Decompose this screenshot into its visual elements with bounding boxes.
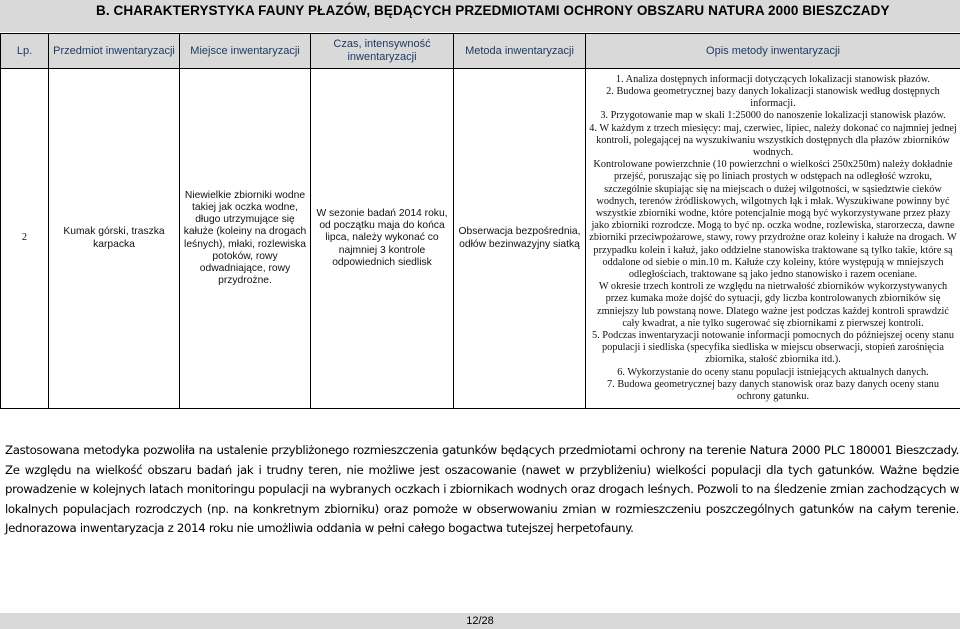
page-footer [0,613,960,629]
column-header-description: Opis metody inwentaryzacji [586,34,960,69]
cell-method: Obserwacja bezpośrednia, odłów bezinwazyjny siatką [454,69,586,409]
cell-time: W sezonie badań 2014 roku, od początku maja do końca lipca, należy wykonać co najmniej 3 kontrole odpowiednich siedlisk [311,69,454,409]
column-header-place: Miejsce inwentaryzacji [180,34,311,69]
header-band [0,0,960,32]
cell-description [586,69,960,409]
description-step-4: 4. W każdym z trzech miesięcy: maj, czerwiec, lipiec, należy dokonać co najmniej jednej kontroli, polegającej na wyszukiwaniu wszystkich dostępnych dla płazów zbiorników wodnych. [589,122,957,158]
column-header-lp: Lp. [1,34,49,69]
inventory-table [0,33,960,409]
table-header-row [1,34,960,69]
document-title: B. CHARAKTERYSTYKA FAUNY PŁAZÓW, BĘDĄCYCH PRZEDMIOTAMI OCHRONY OBSZARU NATURA 2000 BIESZCZADY [96,3,890,18]
description-step-2: 2. Budowa geometrycznej bazy danych lokalizacji stanowisk według dostępnych informacji. [606,85,940,110]
description-step-7: 7. Budowa geometrycznej bazy danych stanowisk oraz bazy danych oceny stanu ochrony gatunku. [607,378,939,403]
cell-subject: Kumak górski, traszka karpacka [49,69,180,409]
description-step-3: 3. Przygotowanie map w skali 1:25000 do nanoszenie lokalizacji stanowisk płazów. [600,110,946,122]
column-header-method: Metoda inwentaryzacji [454,34,586,69]
description-paragraph-areas: Kontrolowane powierzchnie (10 powierzchni o wielkości 250x250m) należy dokładnie przejść, poruszając się po liniach prostych w odstępach na odległość wzroku, szczególnie skupiając się na miejscach o dużej wilgotności, w sąsiedztwie cieków wodnych, terenów źródliskowych, wilgotnych łąk i młak. Wyszukiwane powinny być wszystkie zbiorniki wodne, które potencjalnie mogą być wykorzystywane przez płazy jako zbiorniki rozrodcze. Mogą to być np. oczka wodne, rozlewiska, starorzecza, dawne zbiorniki przeciwpożarowe, stawy, rowy przydrożne oraz koleiny i kałuże na drogach. W przypadku kolein i kałuż, jako oddzielne stanowiska traktowane są tylko takie, które są oddalone od siebie o min.10 m. Kałuże czy koleiny, które występują w mniejszych odległościach, traktowane są jako jedno stanowisko i razem oceniane. [589,159,957,280]
column-header-subject: Przedmiot inwentaryzacji [49,34,180,69]
description-paragraph-controls: W okresie trzech kontroli ze względu na nietrwałość zbiorników wykorzystywanych przez kumaka może dojść do sytuacji, gdy liczba kontrolowanych zbiorników się zmniejszy lub powstaną nowe. Dlatego ważne jest podczas każdej kontroli sprawdzić cały kwadrat, a nie tylko sugerować się zbiornikami z pierwszej kontroli. [597,281,949,329]
description-step-5: 5. Podczas inwentaryzacji notowanie informacji pomocnych do późniejszej oceny stanu populacji i siedliska (specyfika siedliska w miejscu obserwacji, stopień zarośnięcia zbiornika, stałość zbiornika itd.). [592,330,954,366]
summary-paragraph: Zastosowana metodyka pozwoliła na ustalenie przybliżonego rozmieszczenia gatunków będących przedmiotami ochrony na terenie Natura 2000 PLC 180001 Bieszczady. Ze względu na wielkość obszaru badań jak i trudny teren, nie możliwe jest oszacowanie (nawet w przybliżeniu) wielkości populacji dla tych gatunków. Ważne będzie prowadzenie w kolejnych latach monitoringu populacji na wybranych oczkach i zbiornikach wodnych oraz drogach leśnych. Pozwoli to na śledzenie zmian zachodzących w lokalnych populacjach rozrodczych (np. na konkretnym zbiorniku) oraz pomoże w obserwowaniu zmian w rozmieszczeniu poszczególnych gatunków na całym terenie. Jednorazowa inwentaryzacja z 2014 roku nie umożliwia oddania w pełni całego bogactwa tutejszej herpetofauny. [5,443,959,535]
column-header-time: Czas, intensywność inwentaryzacji [311,34,454,69]
description-step-1: 1. Analiza dostępnych informacji dotyczących lokalizacji stanowisk płazów. [615,73,931,85]
description-step-6: 6. Wykorzystanie do oceny stanu populacji istniejących aktualnych danych. [617,366,929,378]
cell-lp: 2 [1,69,49,409]
cell-place: Niewielkie zbiorniki wodne takiej jak oczka wodne, długo utrzymujące się kałuże (koleiny na drogach leśnych), młaki, rozlewiska potoków, rowy odwadniające, rowy przydrożne. [180,69,311,409]
page-number: 12/28 [466,615,494,627]
table-row [1,69,960,409]
